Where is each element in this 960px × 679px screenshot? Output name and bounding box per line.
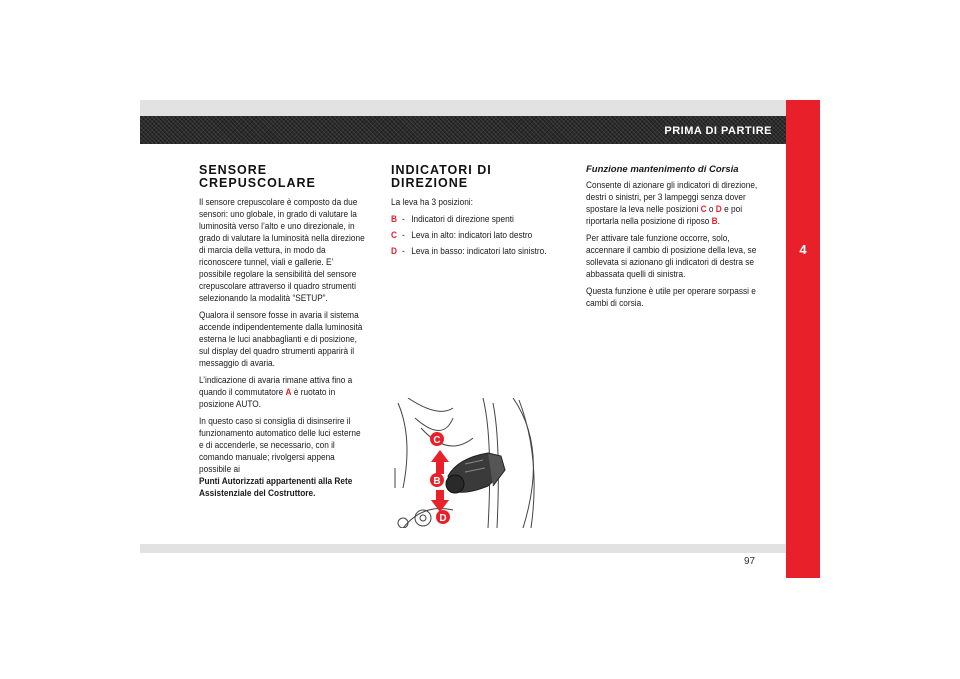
indicatori-title xyxy=(391,164,553,190)
chapter-number: 4 xyxy=(799,242,807,257)
corsia-p1-letter-b: B xyxy=(711,216,718,226)
item-text: Leva in alto: indicatori lato destro xyxy=(411,230,533,240)
corsia-subheading: Funzione mantenimento di Corsia xyxy=(586,164,739,175)
corsia-p1-letter-d: D xyxy=(715,204,722,214)
corsia-p1-text-o: o xyxy=(706,204,716,214)
corsia-paragraph-1 xyxy=(586,179,760,227)
item-text: Leva in basso: indicatori lato sinistro. xyxy=(411,246,547,256)
indicatori-item-d: D - Leva in basso: indicatori lato sinistro. xyxy=(391,246,547,256)
sensore-paragraph-4 xyxy=(199,415,367,499)
item-letter: C xyxy=(391,230,397,240)
corsia-paragraph-2: Per attivare tale funzione occorre, solo, accennare il cambio di posizione della leva, se sollevata si azionano gli indicatori di destra se abbassata quelli di sinistra. xyxy=(586,233,757,279)
sensore-paragraph-2: Qualora il sensore fosse in avaria il sistema accende indipendentemente dalla luminosità esterna le luci anabbaglianti e di posizione, sul display del quadro strumenti apparirà il messaggio di avaria. xyxy=(199,310,363,368)
sensore-paragraph-3 xyxy=(199,374,367,410)
turn-signal-lever-illustration xyxy=(393,398,548,528)
sensore-paragraph-1: Il sensore crepuscolare è composto da due sensori: uno globale, in grado di valutare la luminosità verso l’alto e uno direzionale, in grado di valutare la luminosità nella direzione di marcia della vettura, in modo da riconoscere tunnel, viali e gallerie. E’ possibile regolare la sensibilità del sensore crepuscolare attraverso il quadro strumenti selezionando la modalità “SETUP”. xyxy=(199,197,365,303)
item-text: Indicatori di direzione spenti xyxy=(411,214,514,224)
corsia-p1-text-b: e poi riportarla nella posizione di riposo xyxy=(586,204,743,226)
corsia-paragraph-3: Questa funzione è utile per operare sorpassi e cambi di corsia. xyxy=(586,286,756,308)
sensore-section xyxy=(199,164,369,504)
lever-drawing xyxy=(393,398,548,528)
figure-label-c: C xyxy=(433,435,441,446)
page-number: 97 xyxy=(744,556,756,567)
corsia-p1-text-end: . xyxy=(717,216,720,226)
sensore-p3-text-b: è ruotato in posizione AUTO. xyxy=(199,387,336,409)
figure-label-d: D xyxy=(439,513,447,524)
item-letter: B xyxy=(391,214,397,224)
section-header-band xyxy=(140,116,786,144)
sensore-p4-text: In questo caso si consiglia di disinserire il funzionamento automatico delle luci esterne e di accenderle, se necessario, con il comando manuale; rivolgersi appena possibile ai xyxy=(199,416,361,474)
header-top-strip xyxy=(140,100,786,116)
corsia-section xyxy=(586,164,760,314)
item-letter: D xyxy=(391,246,397,256)
sensore-p4-bold: Punti Autorizzati appartenenti alla Rete Assistenziale del Costruttore. xyxy=(199,476,353,498)
sensore-title xyxy=(199,164,369,190)
sensore-title-line2: CREPUSCOLARE xyxy=(199,176,316,190)
figure-label-b: B xyxy=(433,476,441,487)
chapter-tab xyxy=(786,100,820,578)
section-header-title: PRIMA DI PARTIRE xyxy=(664,125,772,137)
corsia-p1-letter-c: C xyxy=(700,204,707,214)
sensore-title-line1: SENSORE xyxy=(199,163,268,177)
corsia-p1-text-a: Consente di azionare gli indicatori di direzione, destri o sinistri, per 3 lampeggi senza dover spostare la leva nelle posizioni xyxy=(586,180,758,214)
indicatori-item-b: B - Indicatori di direzione spenti xyxy=(391,214,514,224)
indicatori-item-c: C - Leva in alto: indicatori lato destro xyxy=(391,230,533,240)
indicatori-title-line1: INDICATORI DI xyxy=(391,163,492,177)
sensore-p3-text-a: L’indicazione di avaria rimane attiva fino a quando il commutatore xyxy=(199,375,353,397)
sensore-p3-letter-a: A xyxy=(285,387,292,397)
indicatori-intro: La leva ha 3 posizioni: xyxy=(391,197,473,207)
indicatori-section xyxy=(391,164,553,261)
indicatori-title-line2: DIREZIONE xyxy=(391,176,469,190)
footer-strip xyxy=(140,544,786,553)
